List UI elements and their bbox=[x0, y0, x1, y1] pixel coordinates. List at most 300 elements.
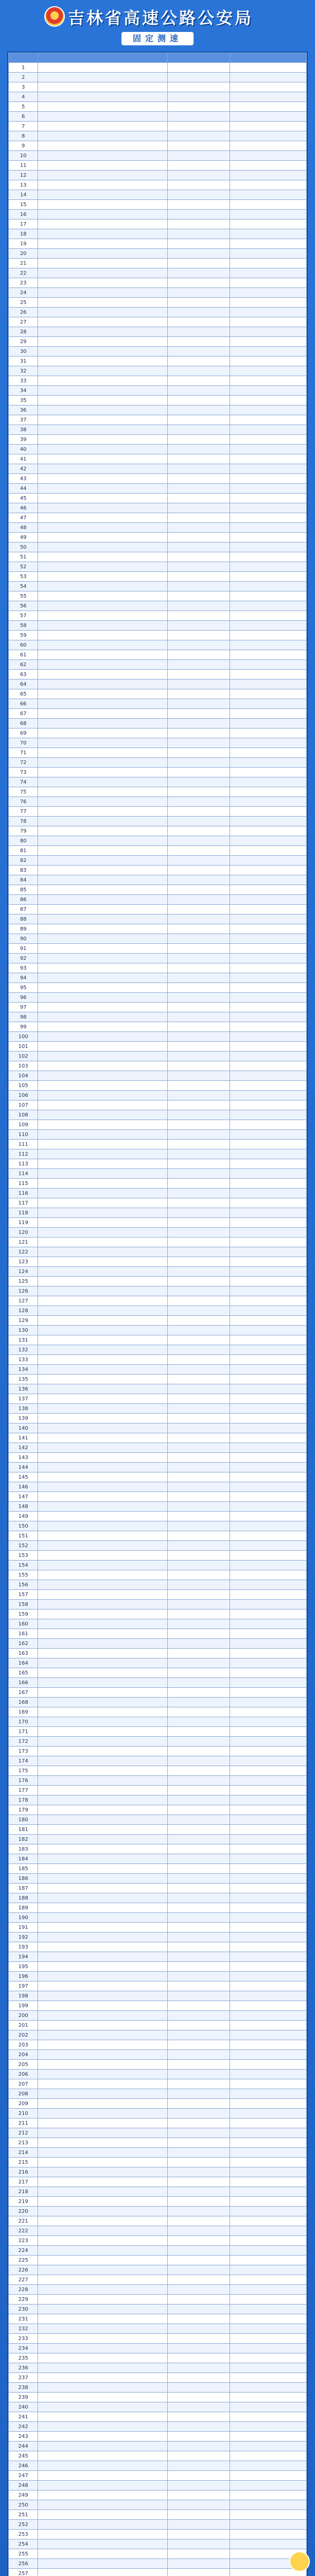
row-kind bbox=[167, 1394, 230, 1404]
row-number: 80 bbox=[9, 836, 38, 846]
row-number: 230 bbox=[9, 2304, 38, 2314]
row-kind bbox=[167, 875, 230, 885]
table-row bbox=[9, 1208, 307, 1218]
table-row bbox=[9, 2530, 307, 2539]
table-row bbox=[9, 2079, 307, 2089]
table-row bbox=[9, 1874, 307, 1884]
row-direction bbox=[230, 2060, 306, 2070]
table-row bbox=[9, 1923, 307, 1933]
row-kind bbox=[167, 1825, 230, 1835]
table-row bbox=[9, 1100, 307, 1110]
row-direction bbox=[230, 1776, 306, 1786]
row-direction bbox=[230, 288, 306, 298]
table-row bbox=[9, 1609, 307, 1619]
row-kind bbox=[167, 2285, 230, 2295]
row-number: 20 bbox=[9, 249, 38, 259]
row-direction bbox=[230, 229, 306, 239]
table-row bbox=[9, 445, 307, 454]
table-row bbox=[9, 1903, 307, 1913]
row-kind bbox=[167, 1609, 230, 1619]
row-direction bbox=[230, 2481, 306, 2490]
row-kind bbox=[167, 2520, 230, 2530]
table-row bbox=[9, 914, 307, 924]
row-road bbox=[38, 1228, 167, 1238]
row-road bbox=[38, 200, 167, 210]
table-row bbox=[9, 288, 307, 298]
row-kind bbox=[167, 1707, 230, 1717]
table-row bbox=[9, 1766, 307, 1776]
row-number: 67 bbox=[9, 709, 38, 719]
row-number: 249 bbox=[9, 2490, 38, 2500]
row-road bbox=[38, 2461, 167, 2471]
table-row bbox=[9, 2393, 307, 2402]
row-road bbox=[38, 2187, 167, 2197]
row-kind bbox=[167, 1071, 230, 1081]
row-kind bbox=[167, 454, 230, 464]
row-number: 57 bbox=[9, 611, 38, 621]
row-number: 157 bbox=[9, 1590, 38, 1600]
row-road bbox=[38, 503, 167, 513]
row-direction bbox=[230, 1561, 306, 1570]
row-direction bbox=[230, 513, 306, 523]
row-direction bbox=[230, 445, 306, 454]
row-road bbox=[38, 1100, 167, 1110]
row-kind bbox=[167, 219, 230, 229]
row-kind bbox=[167, 2422, 230, 2432]
table-row bbox=[9, 141, 307, 151]
row-number: 123 bbox=[9, 1257, 38, 1267]
row-direction bbox=[230, 885, 306, 895]
table-row bbox=[9, 347, 307, 357]
row-kind bbox=[167, 1570, 230, 1580]
row-kind bbox=[167, 2461, 230, 2471]
row-road bbox=[38, 552, 167, 562]
row-road bbox=[38, 2559, 167, 2569]
row-number: 24 bbox=[9, 288, 38, 298]
row-direction bbox=[230, 728, 306, 738]
row-direction bbox=[230, 474, 306, 484]
row-number: 79 bbox=[9, 826, 38, 836]
row-road bbox=[38, 768, 167, 777]
row-direction bbox=[230, 777, 306, 787]
row-kind bbox=[167, 1081, 230, 1091]
row-direction bbox=[230, 1923, 306, 1933]
row-number: 19 bbox=[9, 239, 38, 249]
corner-logo-icon bbox=[289, 2551, 310, 2572]
row-kind bbox=[167, 425, 230, 435]
row-direction bbox=[230, 1678, 306, 1688]
row-direction bbox=[230, 1247, 306, 1257]
row-road bbox=[38, 219, 167, 229]
table-row bbox=[9, 2442, 307, 2451]
row-road bbox=[38, 2549, 167, 2559]
row-number: 220 bbox=[9, 2207, 38, 2216]
row-number: 241 bbox=[9, 2412, 38, 2422]
table-row bbox=[9, 503, 307, 513]
table-row bbox=[9, 826, 307, 836]
row-number: 191 bbox=[9, 1923, 38, 1933]
row-road bbox=[38, 1502, 167, 1512]
row-direction bbox=[230, 2246, 306, 2256]
row-kind bbox=[167, 2510, 230, 2520]
row-kind bbox=[167, 1756, 230, 1766]
table-row bbox=[9, 1942, 307, 1952]
row-road bbox=[38, 1747, 167, 1756]
subtitle: 固定测速 bbox=[121, 32, 194, 45]
row-direction bbox=[230, 200, 306, 210]
row-number: 136 bbox=[9, 1384, 38, 1394]
table-row bbox=[9, 582, 307, 591]
row-direction bbox=[230, 1052, 306, 1061]
row-kind bbox=[167, 2011, 230, 2021]
row-number: 39 bbox=[9, 435, 38, 445]
table-row bbox=[9, 1668, 307, 1678]
row-kind bbox=[167, 1521, 230, 1531]
row-road bbox=[38, 963, 167, 973]
row-kind bbox=[167, 611, 230, 621]
table-row bbox=[9, 797, 307, 807]
table-row bbox=[9, 738, 307, 748]
row-direction bbox=[230, 376, 306, 386]
table-row bbox=[9, 963, 307, 973]
row-number: 51 bbox=[9, 552, 38, 562]
row-road bbox=[38, 249, 167, 259]
row-road bbox=[38, 1815, 167, 1825]
row-kind bbox=[167, 2481, 230, 2490]
table-row bbox=[9, 2471, 307, 2481]
row-number: 98 bbox=[9, 1012, 38, 1022]
row-kind bbox=[167, 699, 230, 709]
row-number: 85 bbox=[9, 885, 38, 895]
table-row bbox=[9, 1805, 307, 1815]
row-number: 111 bbox=[9, 1140, 38, 1149]
row-road bbox=[38, 405, 167, 415]
row-kind bbox=[167, 885, 230, 895]
row-road bbox=[38, 1942, 167, 1952]
row-kind bbox=[167, 1933, 230, 1942]
table-row bbox=[9, 2461, 307, 2471]
row-direction bbox=[230, 963, 306, 973]
table-row bbox=[9, 1365, 307, 1375]
row-direction bbox=[230, 454, 306, 464]
row-kind bbox=[167, 347, 230, 357]
row-number: 71 bbox=[9, 748, 38, 758]
table-row bbox=[9, 601, 307, 611]
row-number: 185 bbox=[9, 1864, 38, 1874]
row-number: 239 bbox=[9, 2393, 38, 2402]
row-number: 58 bbox=[9, 621, 38, 631]
row-kind bbox=[167, 1561, 230, 1570]
row-direction bbox=[230, 2236, 306, 2246]
row-number: 27 bbox=[9, 317, 38, 327]
row-number: 172 bbox=[9, 1737, 38, 1747]
row-road bbox=[38, 1198, 167, 1208]
row-kind bbox=[167, 1844, 230, 1854]
row-number: 141 bbox=[9, 1433, 38, 1443]
row-kind bbox=[167, 1835, 230, 1844]
table-row bbox=[9, 1639, 307, 1649]
row-kind bbox=[167, 2363, 230, 2373]
row-number: 181 bbox=[9, 1825, 38, 1835]
row-direction bbox=[230, 1472, 306, 1482]
row-kind bbox=[167, 122, 230, 131]
row-kind bbox=[167, 1003, 230, 1012]
row-road bbox=[38, 728, 167, 738]
row-direction bbox=[230, 73, 306, 82]
table-row bbox=[9, 1404, 307, 1414]
row-kind bbox=[167, 640, 230, 650]
row-kind bbox=[167, 141, 230, 151]
row-road bbox=[38, 1169, 167, 1179]
row-kind bbox=[167, 1130, 230, 1140]
row-kind bbox=[167, 1541, 230, 1551]
row-kind bbox=[167, 1316, 230, 1326]
table-row bbox=[9, 680, 307, 689]
row-road bbox=[38, 239, 167, 249]
row-kind bbox=[167, 1012, 230, 1022]
row-direction bbox=[230, 1874, 306, 1884]
row-road bbox=[38, 1149, 167, 1159]
table-row bbox=[9, 1423, 307, 1433]
row-road bbox=[38, 1531, 167, 1541]
row-direction bbox=[230, 562, 306, 572]
row-number: 232 bbox=[9, 2324, 38, 2334]
row-number: 43 bbox=[9, 474, 38, 484]
row-kind bbox=[167, 1619, 230, 1629]
row-road bbox=[38, 1903, 167, 1913]
row-kind bbox=[167, 1952, 230, 1962]
row-direction bbox=[230, 82, 306, 92]
table-row bbox=[9, 190, 307, 200]
table-row bbox=[9, 1218, 307, 1228]
row-number: 255 bbox=[9, 2549, 38, 2559]
row-kind bbox=[167, 1159, 230, 1169]
row-road bbox=[38, 229, 167, 239]
row-kind bbox=[167, 1228, 230, 1238]
row-road bbox=[38, 1756, 167, 1766]
row-kind bbox=[167, 1962, 230, 1972]
row-road bbox=[38, 973, 167, 983]
row-number: 69 bbox=[9, 728, 38, 738]
row-road bbox=[38, 2070, 167, 2079]
row-number: 149 bbox=[9, 1512, 38, 1521]
row-direction bbox=[230, 1815, 306, 1825]
row-direction bbox=[230, 494, 306, 503]
row-road bbox=[38, 1463, 167, 1472]
row-direction bbox=[230, 1169, 306, 1179]
row-number: 84 bbox=[9, 875, 38, 885]
row-number: 133 bbox=[9, 1355, 38, 1365]
row-number: 189 bbox=[9, 1903, 38, 1913]
row-direction bbox=[230, 102, 306, 112]
row-road bbox=[38, 2275, 167, 2285]
row-number: 153 bbox=[9, 1551, 38, 1561]
table-row bbox=[9, 709, 307, 719]
row-road bbox=[38, 1776, 167, 1786]
row-number: 2 bbox=[9, 73, 38, 82]
row-number: 202 bbox=[9, 2030, 38, 2040]
row-direction bbox=[230, 768, 306, 777]
row-direction bbox=[230, 2265, 306, 2275]
row-number: 161 bbox=[9, 1629, 38, 1639]
row-kind bbox=[167, 503, 230, 513]
row-direction bbox=[230, 1962, 306, 1972]
row-direction bbox=[230, 190, 306, 200]
row-road bbox=[38, 415, 167, 425]
row-number: 217 bbox=[9, 2177, 38, 2187]
row-road bbox=[38, 1707, 167, 1717]
row-road bbox=[38, 572, 167, 582]
table-row bbox=[9, 1580, 307, 1590]
row-direction bbox=[230, 543, 306, 552]
table-row bbox=[9, 2099, 307, 2109]
table-row bbox=[9, 2001, 307, 2011]
row-kind bbox=[167, 2207, 230, 2216]
table-row bbox=[9, 210, 307, 219]
row-kind bbox=[167, 934, 230, 944]
table-row bbox=[9, 1629, 307, 1639]
table-row bbox=[9, 2412, 307, 2422]
row-number: 62 bbox=[9, 660, 38, 670]
table-row bbox=[9, 2207, 307, 2216]
row-road bbox=[38, 1110, 167, 1120]
row-number: 164 bbox=[9, 1658, 38, 1668]
row-kind bbox=[167, 1492, 230, 1502]
table-row bbox=[9, 396, 307, 405]
row-number: 142 bbox=[9, 1443, 38, 1453]
table-row bbox=[9, 2549, 307, 2559]
table-row bbox=[9, 846, 307, 856]
table-row bbox=[9, 1521, 307, 1531]
row-number: 196 bbox=[9, 1972, 38, 1981]
table-row bbox=[9, 1737, 307, 1747]
table-row bbox=[9, 2402, 307, 2412]
row-kind bbox=[167, 2549, 230, 2559]
row-number: 6 bbox=[9, 112, 38, 122]
row-road bbox=[38, 748, 167, 758]
row-direction bbox=[230, 180, 306, 190]
row-road bbox=[38, 1355, 167, 1365]
row-road bbox=[38, 2089, 167, 2099]
row-number: 231 bbox=[9, 2314, 38, 2324]
table-row bbox=[9, 1981, 307, 1991]
row-number: 192 bbox=[9, 1933, 38, 1942]
row-number: 251 bbox=[9, 2510, 38, 2520]
row-direction bbox=[230, 1306, 306, 1316]
row-number: 76 bbox=[9, 797, 38, 807]
row-direction bbox=[230, 954, 306, 963]
row-number: 100 bbox=[9, 1032, 38, 1042]
row-kind bbox=[167, 797, 230, 807]
row-number: 144 bbox=[9, 1463, 38, 1472]
row-direction bbox=[230, 680, 306, 689]
row-number: 190 bbox=[9, 1913, 38, 1923]
row-kind bbox=[167, 533, 230, 543]
table-row bbox=[9, 2197, 307, 2207]
table-row bbox=[9, 905, 307, 914]
row-direction bbox=[230, 1238, 306, 1247]
table-row bbox=[9, 1815, 307, 1825]
row-number: 50 bbox=[9, 543, 38, 552]
row-road bbox=[38, 425, 167, 435]
row-direction bbox=[230, 2040, 306, 2050]
row-kind bbox=[167, 82, 230, 92]
row-kind bbox=[167, 817, 230, 826]
row-direction bbox=[230, 327, 306, 337]
row-number: 121 bbox=[9, 1238, 38, 1247]
row-road bbox=[38, 317, 167, 327]
row-number: 150 bbox=[9, 1521, 38, 1531]
row-direction bbox=[230, 2070, 306, 2079]
row-number: 168 bbox=[9, 1698, 38, 1707]
row-number: 105 bbox=[9, 1081, 38, 1091]
row-road bbox=[38, 1981, 167, 1991]
row-number: 31 bbox=[9, 357, 38, 366]
row-number: 154 bbox=[9, 1561, 38, 1570]
row-number: 194 bbox=[9, 1952, 38, 1962]
table-row bbox=[9, 2304, 307, 2314]
row-number: 103 bbox=[9, 1061, 38, 1071]
row-kind bbox=[167, 1267, 230, 1277]
row-direction bbox=[230, 259, 306, 268]
row-road bbox=[38, 454, 167, 464]
row-direction bbox=[230, 797, 306, 807]
table-row bbox=[9, 719, 307, 728]
row-number: 130 bbox=[9, 1326, 38, 1335]
row-road bbox=[38, 954, 167, 963]
row-direction bbox=[230, 1825, 306, 1835]
row-direction bbox=[230, 63, 306, 73]
row-kind bbox=[167, 1140, 230, 1149]
row-road bbox=[38, 1629, 167, 1639]
row-direction bbox=[230, 161, 306, 171]
row-direction bbox=[230, 2314, 306, 2324]
row-kind bbox=[167, 2256, 230, 2265]
row-road bbox=[38, 151, 167, 161]
table-row bbox=[9, 1698, 307, 1707]
row-direction bbox=[230, 1795, 306, 1805]
row-direction bbox=[230, 1864, 306, 1874]
row-kind bbox=[167, 905, 230, 914]
row-road bbox=[38, 1394, 167, 1404]
row-number: 131 bbox=[9, 1335, 38, 1345]
row-number: 118 bbox=[9, 1208, 38, 1218]
row-number: 88 bbox=[9, 914, 38, 924]
table-row bbox=[9, 1786, 307, 1795]
row-number: 29 bbox=[9, 337, 38, 347]
row-kind bbox=[167, 1238, 230, 1247]
row-number: 94 bbox=[9, 973, 38, 983]
row-kind bbox=[167, 1942, 230, 1952]
row-direction bbox=[230, 2402, 306, 2412]
row-number: 32 bbox=[9, 366, 38, 376]
row-kind bbox=[167, 474, 230, 484]
row-number: 236 bbox=[9, 2363, 38, 2373]
row-direction bbox=[230, 1756, 306, 1766]
row-road bbox=[38, 92, 167, 102]
row-direction bbox=[230, 249, 306, 259]
table-row bbox=[9, 278, 307, 288]
row-road bbox=[38, 1952, 167, 1962]
row-direction bbox=[230, 1727, 306, 1737]
row-direction bbox=[230, 2334, 306, 2344]
table-row bbox=[9, 1747, 307, 1756]
row-road bbox=[38, 2432, 167, 2442]
table-row bbox=[9, 2119, 307, 2128]
row-number: 160 bbox=[9, 1619, 38, 1629]
row-direction bbox=[230, 1717, 306, 1727]
row-road bbox=[38, 1639, 167, 1649]
